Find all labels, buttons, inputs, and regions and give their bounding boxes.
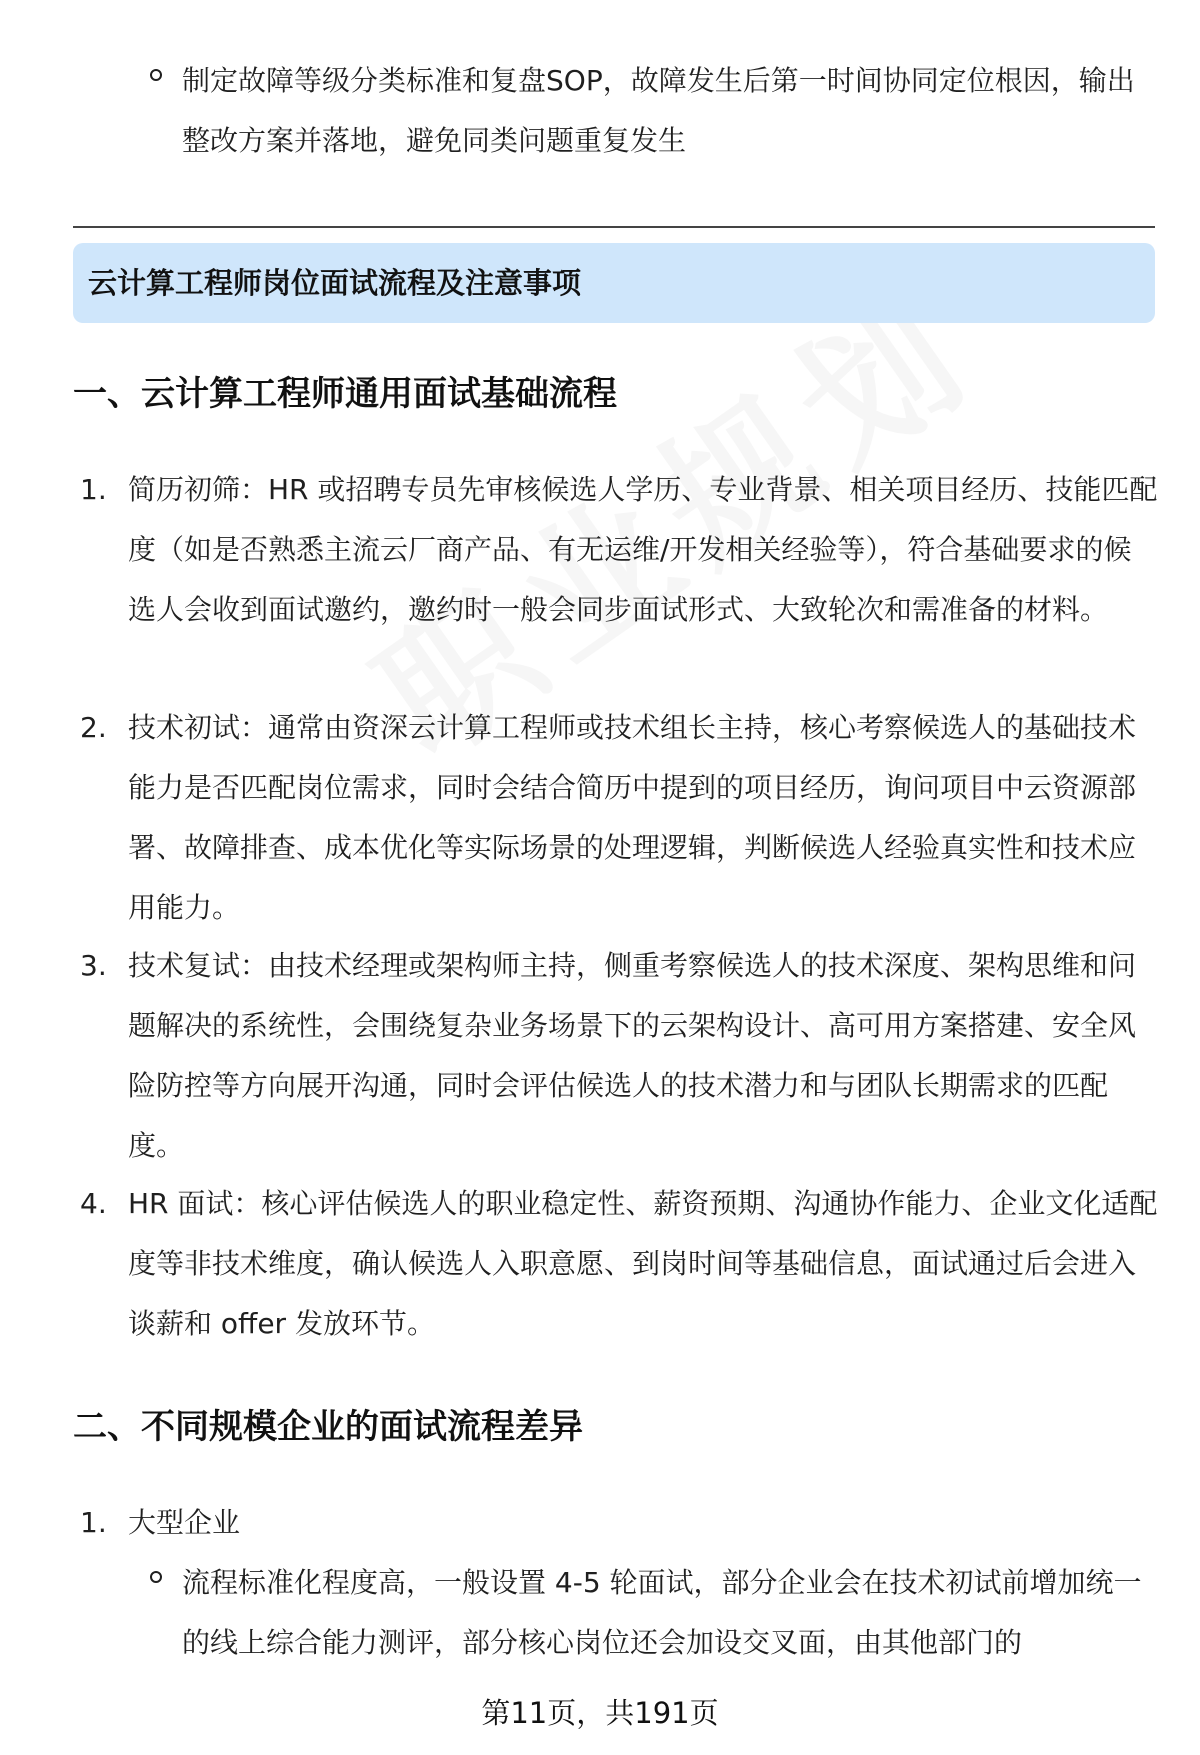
list-text: 技术初试：通常由资深云计算工程师或技术组长主持，核心考察候选人的基础技术能力是否匹配岗位需求，同时会结合简历中提到的项目经历，询问项目中云资源部署、故障排查、成本优化等实际场景的处理逻辑，判断候选人经验真实性和技术应用能力。	[128, 711, 1137, 924]
list-item	[150, 51, 1150, 171]
hollow-bullet-icon	[150, 69, 162, 81]
list-number: 1.	[80, 1506, 107, 1539]
bullet-text: 制定故障等级分类标准和复盘SOP，故障发生后第一时间协同定位根因，输出整改方案并落地，避免同类问题重复发生	[182, 64, 1135, 157]
list-text: 技术复试：由技术经理或架构师主持，侧重考察候选人的技术深度、架构思维和问题解决的系统性，会围绕复杂业务场景下的云架构设计、高可用方案搭建、安全风险防控等方向展开沟通，同时会评估候选人的技术潜力和与团队长期需求的匹配度。	[128, 949, 1137, 1162]
list-number: 3.	[80, 949, 107, 982]
section-banner	[73, 243, 1155, 323]
list-number: 1.	[80, 473, 107, 506]
section2-heading: 二、不同规模企业的面试流程差异	[73, 1407, 583, 1447]
list-number: 4.	[80, 1187, 107, 1220]
list-text: HR 面试：核心评估候选人的职业稳定性、薪资预期、沟通协作能力、企业文化适配度等非技术维度，确认候选人入职意愿、到岗时间等基础信息，面试通过后会进入谈薪和 offer 发放环节。	[128, 1187, 1158, 1340]
list-text: 大型企业	[128, 1506, 241, 1539]
banner-title: 云计算工程师岗位面试流程及注意事项	[88, 266, 582, 300]
hollow-bullet-icon	[150, 1571, 162, 1583]
section1-heading: 一、云计算工程师通用面试基础流程	[73, 374, 617, 414]
horizontal-divider	[73, 226, 1155, 228]
list-number: 2.	[80, 711, 107, 744]
bullet-text: 流程标准化程度高，一般设置 4-5 轮面试，部分企业会在技术初试前增加统一的线上综合能力测评，部分核心岗位还会加设交叉面，由其他部门的	[182, 1566, 1142, 1659]
list-item	[150, 1553, 1150, 1673]
page-footer: 第11页，共191页	[481, 1696, 719, 1730]
list-text: 简历初筛：HR 或招聘专员先审核候选人学历、专业背景、相关项目经历、技能匹配度（如是否熟悉主流云厂商产品、有无运维/开发相关经验等），符合基础要求的候选人会收到面试邀约，邀约时一般会同步面试形式、大致轮次和需准备的材料。	[128, 473, 1158, 626]
